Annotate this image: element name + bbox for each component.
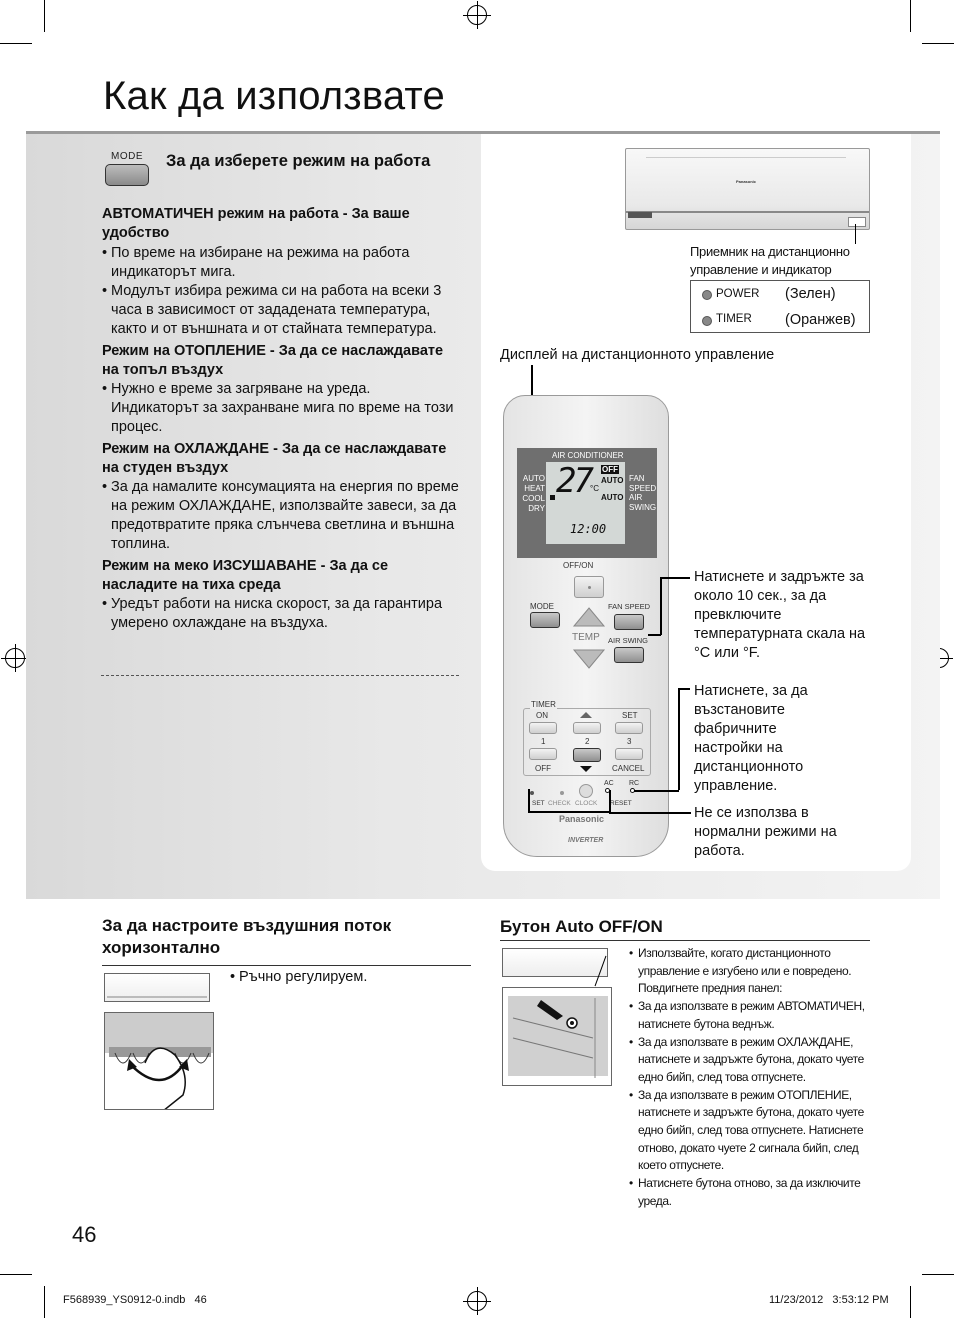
off-on-label: OFF/ON <box>563 561 594 570</box>
crop-mark <box>910 0 911 32</box>
not-used-callout: Не се използва в нормални режими на работа. <box>694 805 837 859</box>
crop-mark <box>0 43 32 44</box>
indoor-unit-illustration <box>625 148 870 230</box>
lcd-swing-label: SWING <box>629 502 657 512</box>
lcd-mode-dry: DRY <box>528 504 545 513</box>
mode-button-illustration <box>103 151 151 186</box>
timer-label: TIMER <box>531 700 556 709</box>
check-pin-button[interactable] <box>560 791 564 795</box>
clock-label: CLOCK <box>575 800 598 807</box>
lcd-clock: 12:00 <box>570 522 607 536</box>
lcd-air-label: AIR <box>629 493 643 502</box>
temp-label: TEMP <box>572 632 600 643</box>
list-item: • За да използвате в режим АВТОМАТИЧЕН, натиснете бутона веднъж. <box>629 998 867 1033</box>
timer-led-label: TIMER <box>716 313 752 325</box>
timer-off-label: OFF <box>535 764 551 773</box>
indoor-unit-brand: Panasonic <box>736 179 757 184</box>
crop-mark <box>910 1286 911 1318</box>
timer-3-label: 3 <box>627 737 632 746</box>
remote-display-label: Дисплей на дистанционното управление <box>500 347 775 363</box>
footer-file: F568939_YS0912-0.indb 46 <box>63 1294 207 1306</box>
page-number: 46 <box>72 1222 97 1247</box>
list-item: • За да използвате в режим ОТОПЛЕНИЕ, натиснете и задръжте бутона, докато чуете едно бийп, след това отпуснете. Натиснете отново, докато чуете 2 сигнала бийп, след което отпуснете. <box>629 1087 867 1176</box>
list-item: • Ръчно регулируем. <box>230 968 470 987</box>
off-on-button[interactable] <box>574 576 604 598</box>
lcd-temperature: 27 <box>556 461 591 501</box>
auto-button-heading: Бутон Auto OFF/ON <box>500 917 663 936</box>
lcd-unit: °C <box>590 484 599 493</box>
receiver-label: Приемник на дистанционно управление и индикатор <box>690 244 850 277</box>
down-arrow-icon <box>579 765 593 773</box>
dry-mode-heading: Режим на меко ИЗСУШАВАНЕ - За да се насладите на тиха среда <box>102 558 389 593</box>
lcd-fan-label: FAN <box>629 474 645 483</box>
lcd-mode-heat: HEAT <box>524 484 545 493</box>
clock-button[interactable] <box>579 784 593 798</box>
list-item: • За да намалите консумацията на енергия по време на режим ОХЛАЖДАНЕ, използвайте завеси, за да предотвратите пряка слънчева светлина и външна топлина. <box>102 478 460 554</box>
timer-on-label: ON <box>536 711 548 720</box>
lcd-mode-cool: COOL <box>522 494 545 503</box>
fan-speed-button[interactable] <box>614 614 644 630</box>
airflow-notes <box>230 968 470 987</box>
air-swing-button[interactable] <box>614 647 644 663</box>
timer-cancel-label: CANCEL <box>612 764 645 773</box>
indoor-unit-small-illustration <box>104 973 210 1002</box>
set-small-label: SET <box>532 800 545 807</box>
power-led-color: (Зелен) <box>785 286 836 302</box>
list-item: • Използвайте, когато дистанционното управление е изгубено или е повредено. Повдигнете предния панел: <box>629 945 867 998</box>
footer-date: 11/23/2012 3:53:12 PM <box>769 1294 889 1306</box>
crop-mark <box>0 1274 32 1275</box>
section-rule <box>102 965 471 966</box>
lcd-speed-label: SPEED <box>629 483 657 493</box>
auto-mode-heading: АВТОМАТИЧЕН режим на работа - За ваше удобство <box>102 206 410 241</box>
up-arrow-icon <box>579 711 593 719</box>
check-label: CHECK <box>548 800 571 807</box>
timer-set-button[interactable] <box>615 722 643 734</box>
timer-led-icon <box>702 316 712 326</box>
timer-2-label: 2 <box>585 737 590 746</box>
section-rule <box>500 940 870 941</box>
timer-up-button[interactable] <box>573 722 601 734</box>
list-item: • Модулът избира режима си на работа на всеки 3 часа в зависимост от зададената температура, както и от външната и от стайната температура. <box>102 282 460 339</box>
lcd-mode-auto: AUTO <box>522 474 545 483</box>
power-led-icon <box>702 290 712 300</box>
lcd-off: OFF <box>602 465 618 474</box>
reset-callout: Натиснете, за да възстановите фабричните настройки на дистанционното управление. <box>694 683 808 794</box>
lcd-screen <box>546 462 625 544</box>
registration-mark-icon <box>5 648 25 668</box>
lcd-header: AIR CONDITIONER <box>552 451 624 460</box>
heat-mode-heading: Режим на ОТОПЛЕНИЕ - За да се наслаждавате на топъл въздух <box>102 343 444 378</box>
registration-mark-icon <box>467 5 487 25</box>
rc-label: RC <box>629 780 640 787</box>
remote-control-illustration <box>503 395 669 857</box>
indicator-legend <box>690 280 870 333</box>
hand-louver-illustration <box>104 1012 214 1110</box>
timer-set-label: SET <box>622 711 638 720</box>
auto-button-notes <box>629 945 867 1211</box>
crop-mark <box>922 43 954 44</box>
timer-down-button[interactable] <box>573 748 601 762</box>
crop-mark <box>922 1274 954 1275</box>
mode-button-label: MODE <box>111 151 143 162</box>
lcd-auto-2: AUTO <box>601 493 624 502</box>
fan-speed-label: FAN SPEED <box>608 602 651 611</box>
airflow-heading: За да настроите въздушния поток хоризонтално <box>102 916 392 957</box>
list-item: • Уредът работи на ниска скорост, за да гарантира умерено охлаждане на въздуха. <box>102 595 460 633</box>
page-title: Как да използвате <box>103 74 445 118</box>
list-item: • За да използвате в режим ОХЛАЖДАНЕ, натиснете и задръжте бутона, докато чуете едно бийп, след това отпуснете. <box>629 1034 867 1087</box>
auto-button-location-illustration <box>502 987 612 1086</box>
crop-mark <box>44 0 45 32</box>
list-item: • Натиснете бутона отново, за да изключите уреда. <box>629 1175 867 1210</box>
timer-led-color: (Оранжев) <box>785 312 856 328</box>
remote-display <box>517 448 657 558</box>
timer-1-label: 1 <box>541 737 546 746</box>
mode-button-label-remote: MODE <box>530 602 554 611</box>
indoor-unit-small-illustration <box>502 948 608 977</box>
timer-on-button[interactable] <box>529 722 557 734</box>
remote-brand: Panasonic <box>559 814 605 824</box>
registration-mark-icon <box>467 1291 487 1311</box>
mode-button-icon <box>105 164 149 186</box>
reset-label: RESET <box>610 800 632 807</box>
crop-mark <box>44 1286 45 1318</box>
list-item: • По време на избиране на режима на работа индикаторът мига. <box>102 244 460 282</box>
ac-label: AC <box>604 780 614 787</box>
temp-scale-callout: Натиснете и задръжте за около 10 сек., за да превключите температурната скала на °C или °F. <box>694 569 866 661</box>
mode-section-heading: За да изберете режим на работа <box>166 152 431 170</box>
cool-mode-heading: Режим на ОХЛАЖДАНЕ - За да се наслаждавате на студен въздух <box>102 441 447 476</box>
section-divider <box>101 675 459 676</box>
mode-button[interactable] <box>530 612 560 628</box>
air-swing-label: AIR SWING <box>608 636 649 645</box>
set-pin-button[interactable] <box>530 791 534 795</box>
timer-off-button[interactable] <box>529 748 557 760</box>
lcd-auto-1: AUTO <box>601 476 624 485</box>
timer-cancel-button[interactable] <box>615 748 643 760</box>
remote-inverter: INVERTER <box>568 837 604 844</box>
power-led-label: POWER <box>716 288 760 300</box>
mode-section-body <box>102 205 460 633</box>
list-item: • Нужно е време за загряване на уреда. Индикаторът за захранване мига по време на този процес. <box>102 380 460 437</box>
